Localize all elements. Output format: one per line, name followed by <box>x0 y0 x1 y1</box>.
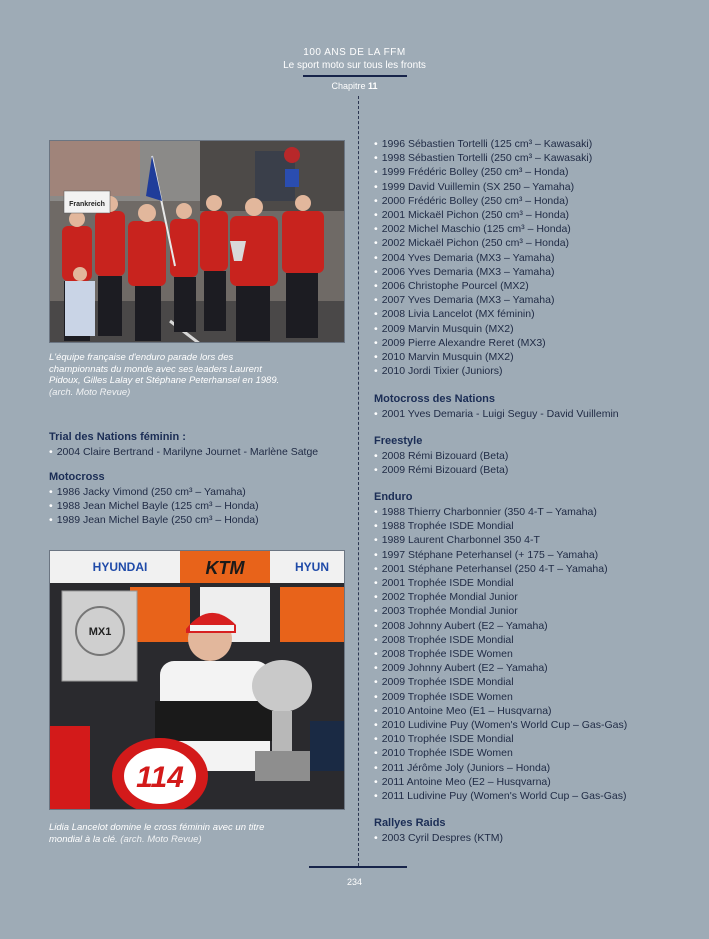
list-item: • 1988 Thierry Charbonnier (350 4-T – Yamaha) <box>374 506 597 518</box>
list-item: • 2002 Trophée Mondial Junior <box>374 591 518 604</box>
list-motocross-nations <box>374 407 619 421</box>
list-trial <box>49 445 318 459</box>
photo-enduro-team <box>49 140 345 343</box>
section-enduro <box>374 490 627 803</box>
list-item: • 2003 Cyril Despres (KTM) <box>374 832 504 844</box>
page-number: 234 <box>346 877 363 887</box>
list-item: • 2001 Trophée ISDE Mondial <box>374 577 514 590</box>
list-item: • 2009 Rémi Bizouard (Beta) <box>374 464 509 477</box>
chapter-number: 11 <box>368 81 378 91</box>
list-item: • 2011 Ludivine Puy (Women's World Cup – Gas-Gas) <box>374 790 627 803</box>
list-item: • 2009 Marvin Musquin (MX2) <box>374 322 514 335</box>
photo2-credit: (arch. Moto Revue) <box>120 833 202 845</box>
section-title-enduro: Enduro <box>374 491 413 503</box>
list-item: • 2008 Rémi Bizouard (Beta) <box>374 450 509 462</box>
header-title: 100 ANS DE LA FFM <box>303 47 406 58</box>
header-subtitle: Le sport moto sur tous les fronts <box>283 60 426 71</box>
photo2-plaque-text: MX1 <box>88 626 112 638</box>
section-title-motocross-nations: Motocross des Nations <box>374 393 496 405</box>
list-item: • 1989 Jean Michel Bayle (250 cm³ – Honda) <box>49 514 259 527</box>
chapter-word: Chapitre <box>331 81 366 91</box>
photo2-bike-number: 114 <box>136 761 184 794</box>
chapter-label <box>0 81 709 92</box>
page-header <box>0 46 709 92</box>
photo2-caption-text: Lidia Lancelot domine le cross féminin avec un titre mondial à la clé. <box>49 822 265 845</box>
list-item: • 2009 Trophée ISDE Mondial <box>374 676 514 689</box>
list-item: • 2003 Trophée Mondial Junior <box>374 605 518 618</box>
list-item: • 2009 Johnny Aubert (E2 – Yamaha) <box>374 662 548 675</box>
photo2-banner-ktm: KTM <box>205 558 245 578</box>
list-item: • 1997 Stéphane Peterhansel (+ 175 – Yamaha) <box>374 548 599 561</box>
list-item: • 1998 Sébastien Tortelli (250 cm³ – Kawasaki) <box>374 152 593 165</box>
list-item: • 1986 Jacky Vimond (250 cm³ – Yamaha) <box>49 486 246 498</box>
list-item: • 2008 Johnny Aubert (E2 – Yamaha) <box>374 619 548 632</box>
list-item: • 2009 Trophée ISDE Women <box>374 690 513 703</box>
list-item: • 1988 Jean Michel Bayle (125 cm³ – Honda) <box>49 500 259 513</box>
photo-lancelot <box>49 550 345 810</box>
list-item: • 2001 Stéphane Peterhansel (250 4-T – Yamaha) <box>374 562 608 575</box>
photo1-caption <box>49 352 284 398</box>
list-item: • 1999 Frédéric Bolley (250 cm³ – Honda) <box>374 166 569 179</box>
list-item: • 2010 Trophée ISDE Mondial <box>374 733 514 746</box>
list-item: • 2001 Mickaël Pichon (250 cm³ – Honda) <box>374 209 570 222</box>
list-item: • 2002 Mickaël Pichon (250 cm³ – Honda) <box>374 237 570 250</box>
list-item: • 2004 Yves Demaria (MX3 – Yamaha) <box>374 251 555 264</box>
list-freestyle <box>374 449 508 477</box>
section-freestyle <box>374 434 508 477</box>
photo-enduro-team-image <box>50 141 345 343</box>
photo2-banner-hyundai: HYUNDAI <box>92 560 148 574</box>
list-item: • 2011 Antoine Meo (E2 – Husqvarna) <box>374 775 551 788</box>
list-item: • 1999 David Vuillemin (SX 250 – Yamaha) <box>374 180 575 193</box>
section-title-rallyes: Rallyes Raids <box>374 817 446 829</box>
list-motocross <box>49 485 259 528</box>
list-item: • 2007 Yves Demaria (MX3 – Yamaha) <box>374 294 555 307</box>
list-item: • 2010 Ludivine Puy (Women's World Cup – Gas-Gas) <box>374 719 628 732</box>
list-enduro <box>374 505 627 803</box>
photo2-caption <box>49 822 279 845</box>
photo2-banner-hyundai-2: HYUN <box>294 560 330 574</box>
list-item: • 1988 Trophée ISDE Mondial <box>374 520 514 533</box>
list-item: • 2006 Christophe Pourcel (MX2) <box>374 280 529 293</box>
header-rule <box>303 75 407 77</box>
list-item: • 2011 Jérôme Joly (Juniors – Honda) <box>374 761 551 774</box>
list-item: • 2009 Pierre Alexandre Reret (MX3) <box>374 336 546 349</box>
column-divider <box>358 96 359 866</box>
section-title-freestyle: Freestyle <box>374 435 423 447</box>
list-item: • 1989 Laurent Charbonnel 350 4-T <box>374 534 540 547</box>
list-item: • 2008 Livia Lancelot (MX féminin) <box>374 308 535 321</box>
section-motocross-nations <box>374 392 619 421</box>
list-item: • 2006 Yves Demaria (MX3 – Yamaha) <box>374 265 555 278</box>
list-item: • 1996 Sébastien Tortelli (125 cm³ – Kawasaki) <box>374 138 593 150</box>
list-motocross-results <box>374 137 592 378</box>
list-item: • 2002 Michel Maschio (125 cm³ – Honda) <box>374 223 571 236</box>
list-item: • 2000 Frédéric Bolley (250 cm³ – Honda) <box>374 194 569 207</box>
photo1-credit: (arch. Moto Revue) <box>49 386 131 398</box>
list-item: • 2008 Trophée ISDE Mondial <box>374 633 514 646</box>
list-item: • 2008 Trophée ISDE Women <box>374 648 513 661</box>
section-motocross-continued <box>374 137 592 378</box>
section-rallyes-raids <box>374 816 503 845</box>
section-motocross <box>49 470 259 528</box>
photo1-caption-text: L'équipe française d'enduro parade lors des championnats du monde avec ses leaders Laurent Pidoux, Gilles Lalay et Stéphane Peterhansel en 1989. <box>49 352 280 386</box>
list-item: • 2004 Claire Bertrand - Marilyne Journet - Marlène Satge <box>49 446 319 458</box>
photo1-sign-text: Frankreich <box>69 201 105 208</box>
list-rallyes <box>374 831 503 845</box>
photo-lancelot-image <box>50 551 345 810</box>
section-title-trial: Trial des Nations féminin : <box>49 431 186 443</box>
list-item: • 2001 Yves Demaria - Luigi Seguy - David Vuillemin <box>374 408 619 420</box>
list-item: • 2010 Marvin Musquin (MX2) <box>374 351 514 364</box>
section-trial-feminin <box>49 430 318 459</box>
list-item: • 2010 Jordi Tixier (Juniors) <box>374 365 503 378</box>
section-title-motocross: Motocross <box>49 471 105 483</box>
list-item: • 2010 Trophée ISDE Women <box>374 747 513 760</box>
list-item: • 2010 Antoine Meo (E1 – Husqvarna) <box>374 704 552 717</box>
footer-rule <box>309 866 407 868</box>
